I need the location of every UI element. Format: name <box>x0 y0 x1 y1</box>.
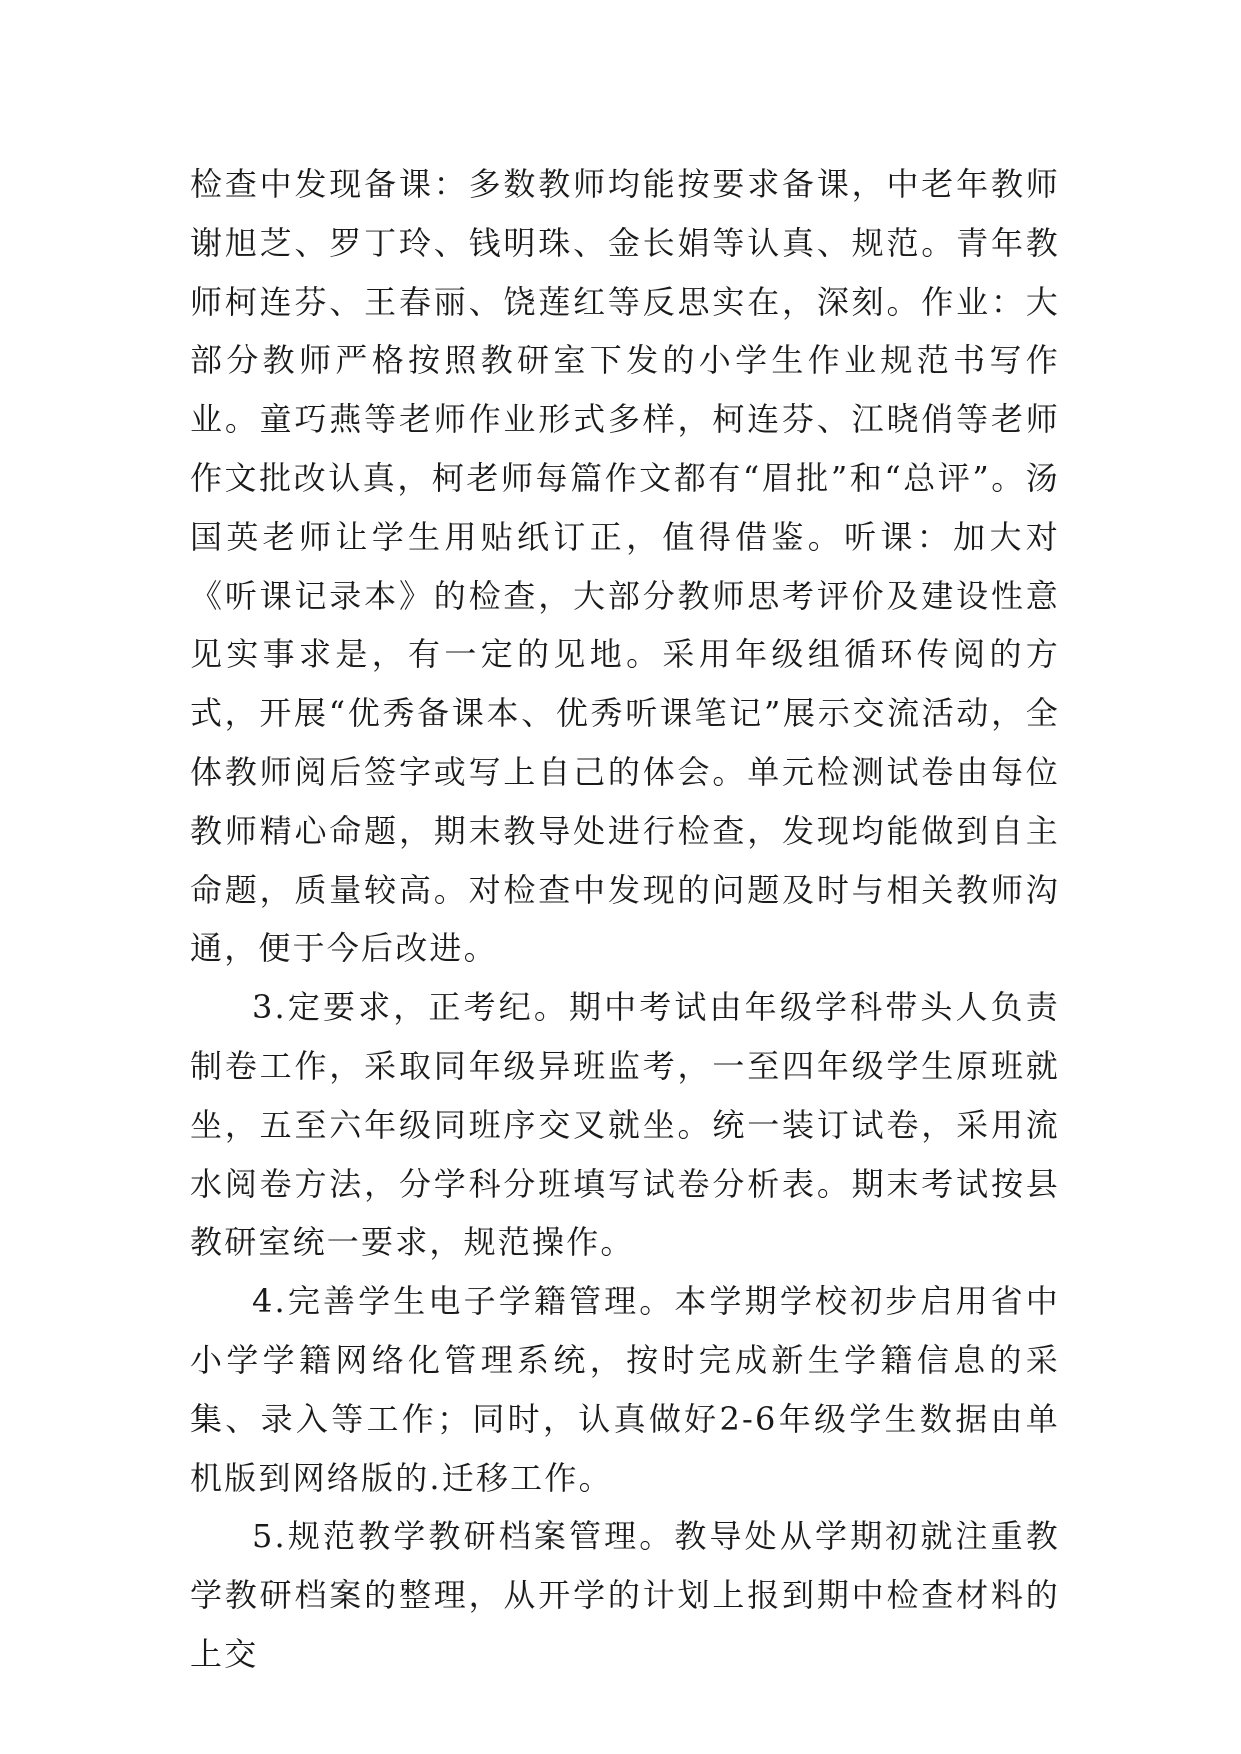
paragraph-student-registry: 4.完善学生电子学籍管理。本学期学校初步启用省中小学学籍网络化管理系统，按时完成新生学籍信息的采集、录入等工作；同时，认真做好2-6年级学生数据由单机版到网络版的.迁移工作。 <box>190 1282 1060 1497</box>
paragraph-inspection: 检查中发现备课：多数教师均能按要求备课，中老年教师谢旭芝、罗丁玲、钱明珠、金长娟等认真、规范。青年教师柯连芬、王春丽、饶莲红等反思实在，深刻。作业：大部分教师严格按照教研室下发的小学生作业规范书写作业。童巧燕等老师作业形式多样，柯连芬、江晓俏等老师作文批改认真，柯老师每篇作文都有“眉批”和“总评”。汤国英老师让学生用贴纸订正，值得借鉴。听课：加大对《听课记录本》的检查，大部分教师思考评价及建设性意见实事求是，有一定的见地。采用年级组循环传阅的方式，开展“优秀备课本、优秀听课笔记”展示交流活动，全体教师阅后签字或写上自己的体会。单元检测试卷由每位教师精心命题，期末教导处进行检查，发现均能做到自主命题，质量较高。对检查中发现的问题及时与相关教师沟通，便于今后改进。 <box>190 165 1060 968</box>
document-body <box>190 155 1060 1684</box>
paragraph-exam-discipline: 3.定要求，正考纪。期中考试由年级学科带头人负责制卷工作，采取同年级异班监考，一至四年级学生原班就坐，五至六年级同班序交叉就坐。统一装订试卷，采用流水阅卷方法，分学科分班填写试卷分析表。期末考试按县教研室统一要求，规范操作。 <box>190 988 1060 1262</box>
paragraph-archive-management: 5.规范教学教研档案管理。教导处从学期初就注重教学教研档案的整理，从开学的计划上报到期中检查材料的上交 <box>190 1517 1060 1673</box>
